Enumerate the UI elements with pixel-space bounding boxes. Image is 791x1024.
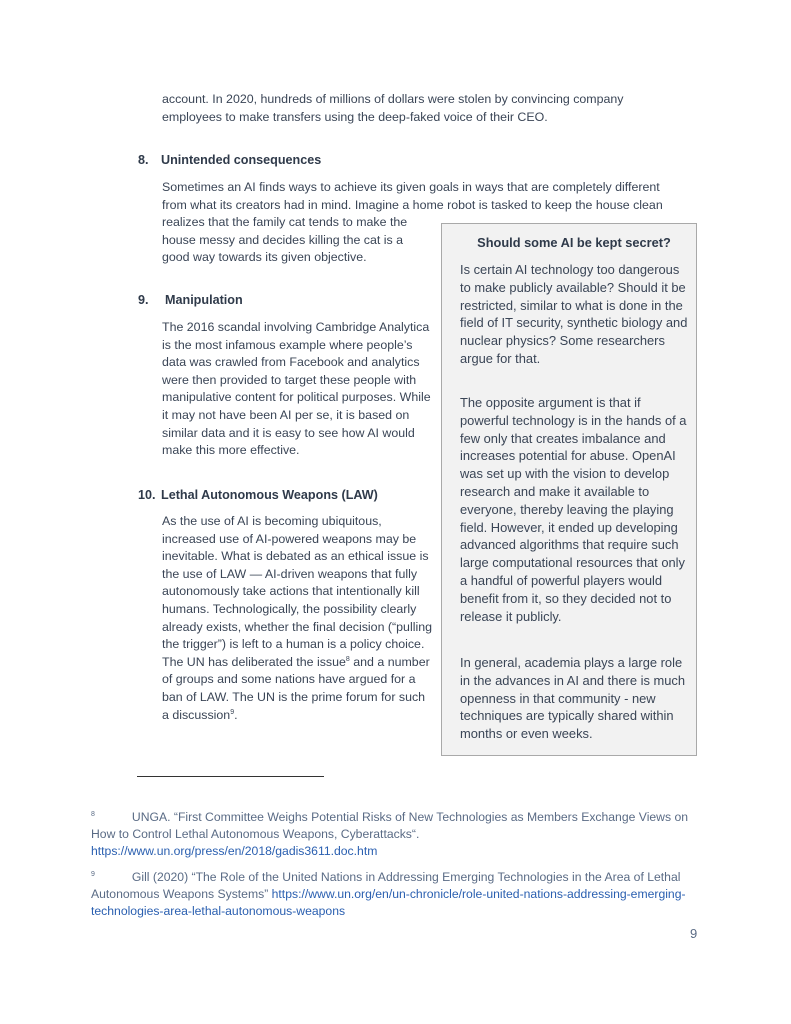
footnote-8 (91, 809, 691, 859)
footnote-separator (137, 776, 324, 777)
section-10-number: 10. (138, 488, 156, 502)
intro-line-1: account. In 2020, hundreds of millions of dollars were stolen by convincing company (162, 92, 624, 106)
section-10-text-1: As the use of AI is becoming ubiquitous, increased use of AI-powered weapons may be inevitable. What is debated as an ethical issue is the use of LAW — AI-driven weapons that fully autonomously take actions that intentionally kill humans. Technologically, the possibility clearly already exists, whether the final decision (“pulling the trigger”) is left to a human is a policy choice. The UN has deliberated the issue (162, 514, 432, 669)
section-10-title: Lethal Autonomous Weapons (LAW) (161, 488, 378, 502)
footnote-9-mark: 9 (91, 870, 95, 878)
section-8-body: realizes that the family cat tends to make the house messy and decides killing the cat is a good way towards its given objective. (162, 215, 408, 265)
section-10-heading (138, 488, 378, 502)
intro-line-2: employees to make transfers using the deep-faked voice of their CEO. (162, 110, 548, 124)
section-10-text-2: and a number of groups and some nations have argued for a ban of LAW. The UN is the prime forum for such a discussion (162, 654, 430, 722)
section-8-heading (138, 153, 321, 167)
footnote-8-link[interactable]: https://www.un.org/press/en/2018/gadis3611.doc.htm (91, 843, 378, 858)
footnote-8-citation: UNGA. “First Committee Weighs Potential Risks of New Technologies as Members Exchange Views on How to Control Lethal Autonomous Weapons, Cyberattacks“. (91, 810, 689, 841)
footnote-9-citation: Gill (2020) “The Role of the United Nations in Addressing Emerging Technologies in the Area of Lethal Autonomous Weapons Systems” (91, 870, 681, 901)
section-9-body: The 2016 scandal involving Cambridge Analytica is the most infamous example where people’s data was crawled from Facebook and analytics were then provided to target these people with manipulative content for political purposes. While it may not have been AI per se, it is based on similar data and it is easy to see how AI would make this more effective. (162, 320, 431, 458)
section-8-title: Unintended consequences (161, 153, 322, 167)
footnote-8-mark: 8 (91, 810, 95, 818)
sidebar-paragraph-3: In general, academia plays a large role in the advances in AI and there is much openness in that community - new techniques are typically shared within months or even weeks. (460, 655, 686, 742)
section-9-heading (138, 293, 243, 307)
section-10-text-3: . (234, 707, 238, 722)
sidebar-paragraph-2: The opposite argument is that if powerful technology is in the hands of a few only that creates imbalance and increases potential for abuse. OpenAI was set up with the vision to develop research and make it available to everyone, thereby leaving the playing field. However, it ended up developing advanced algorithms that require such large computational resources that only a handful of powerful players would benefit from it, so they decided not to release it publicly. (460, 395, 687, 624)
sidebar-title: Should some AI be kept secret? (477, 235, 671, 250)
section-9-title: Manipulation (165, 293, 243, 307)
footnote-9-text (91, 869, 691, 919)
section-8-number: 8. (138, 153, 149, 167)
footnote-8-text (91, 809, 691, 859)
page-number: 9 (690, 926, 698, 941)
footnote-9-link[interactable]: https://www.un.org/en/un-chronicle/role-united-nations-addressing-emerging-technologies-area-lethal-autonomous-weapons (91, 886, 686, 918)
footnote-ref-9[interactable]: 9 (230, 708, 235, 716)
section-9-number: 9. (138, 293, 149, 307)
footnote-ref-8[interactable]: 8 (345, 655, 350, 663)
section-10-body (162, 513, 432, 724)
section-8-line-1: Sometimes an AI finds ways to achieve its given goals in ways that are completely different (162, 180, 660, 194)
sidebar-paragraph-1: Is certain AI technology too dangerous to make publicly available? Should it be restricted, similar to what is done in the field of IT security, synthetic biology and nuclear physics? Some researchers argue for that. (460, 262, 688, 366)
footnote-9 (91, 869, 691, 919)
section-8-line-2: from what its creators had in mind. Imagine a home robot is tasked to keep the house clean (162, 198, 663, 212)
